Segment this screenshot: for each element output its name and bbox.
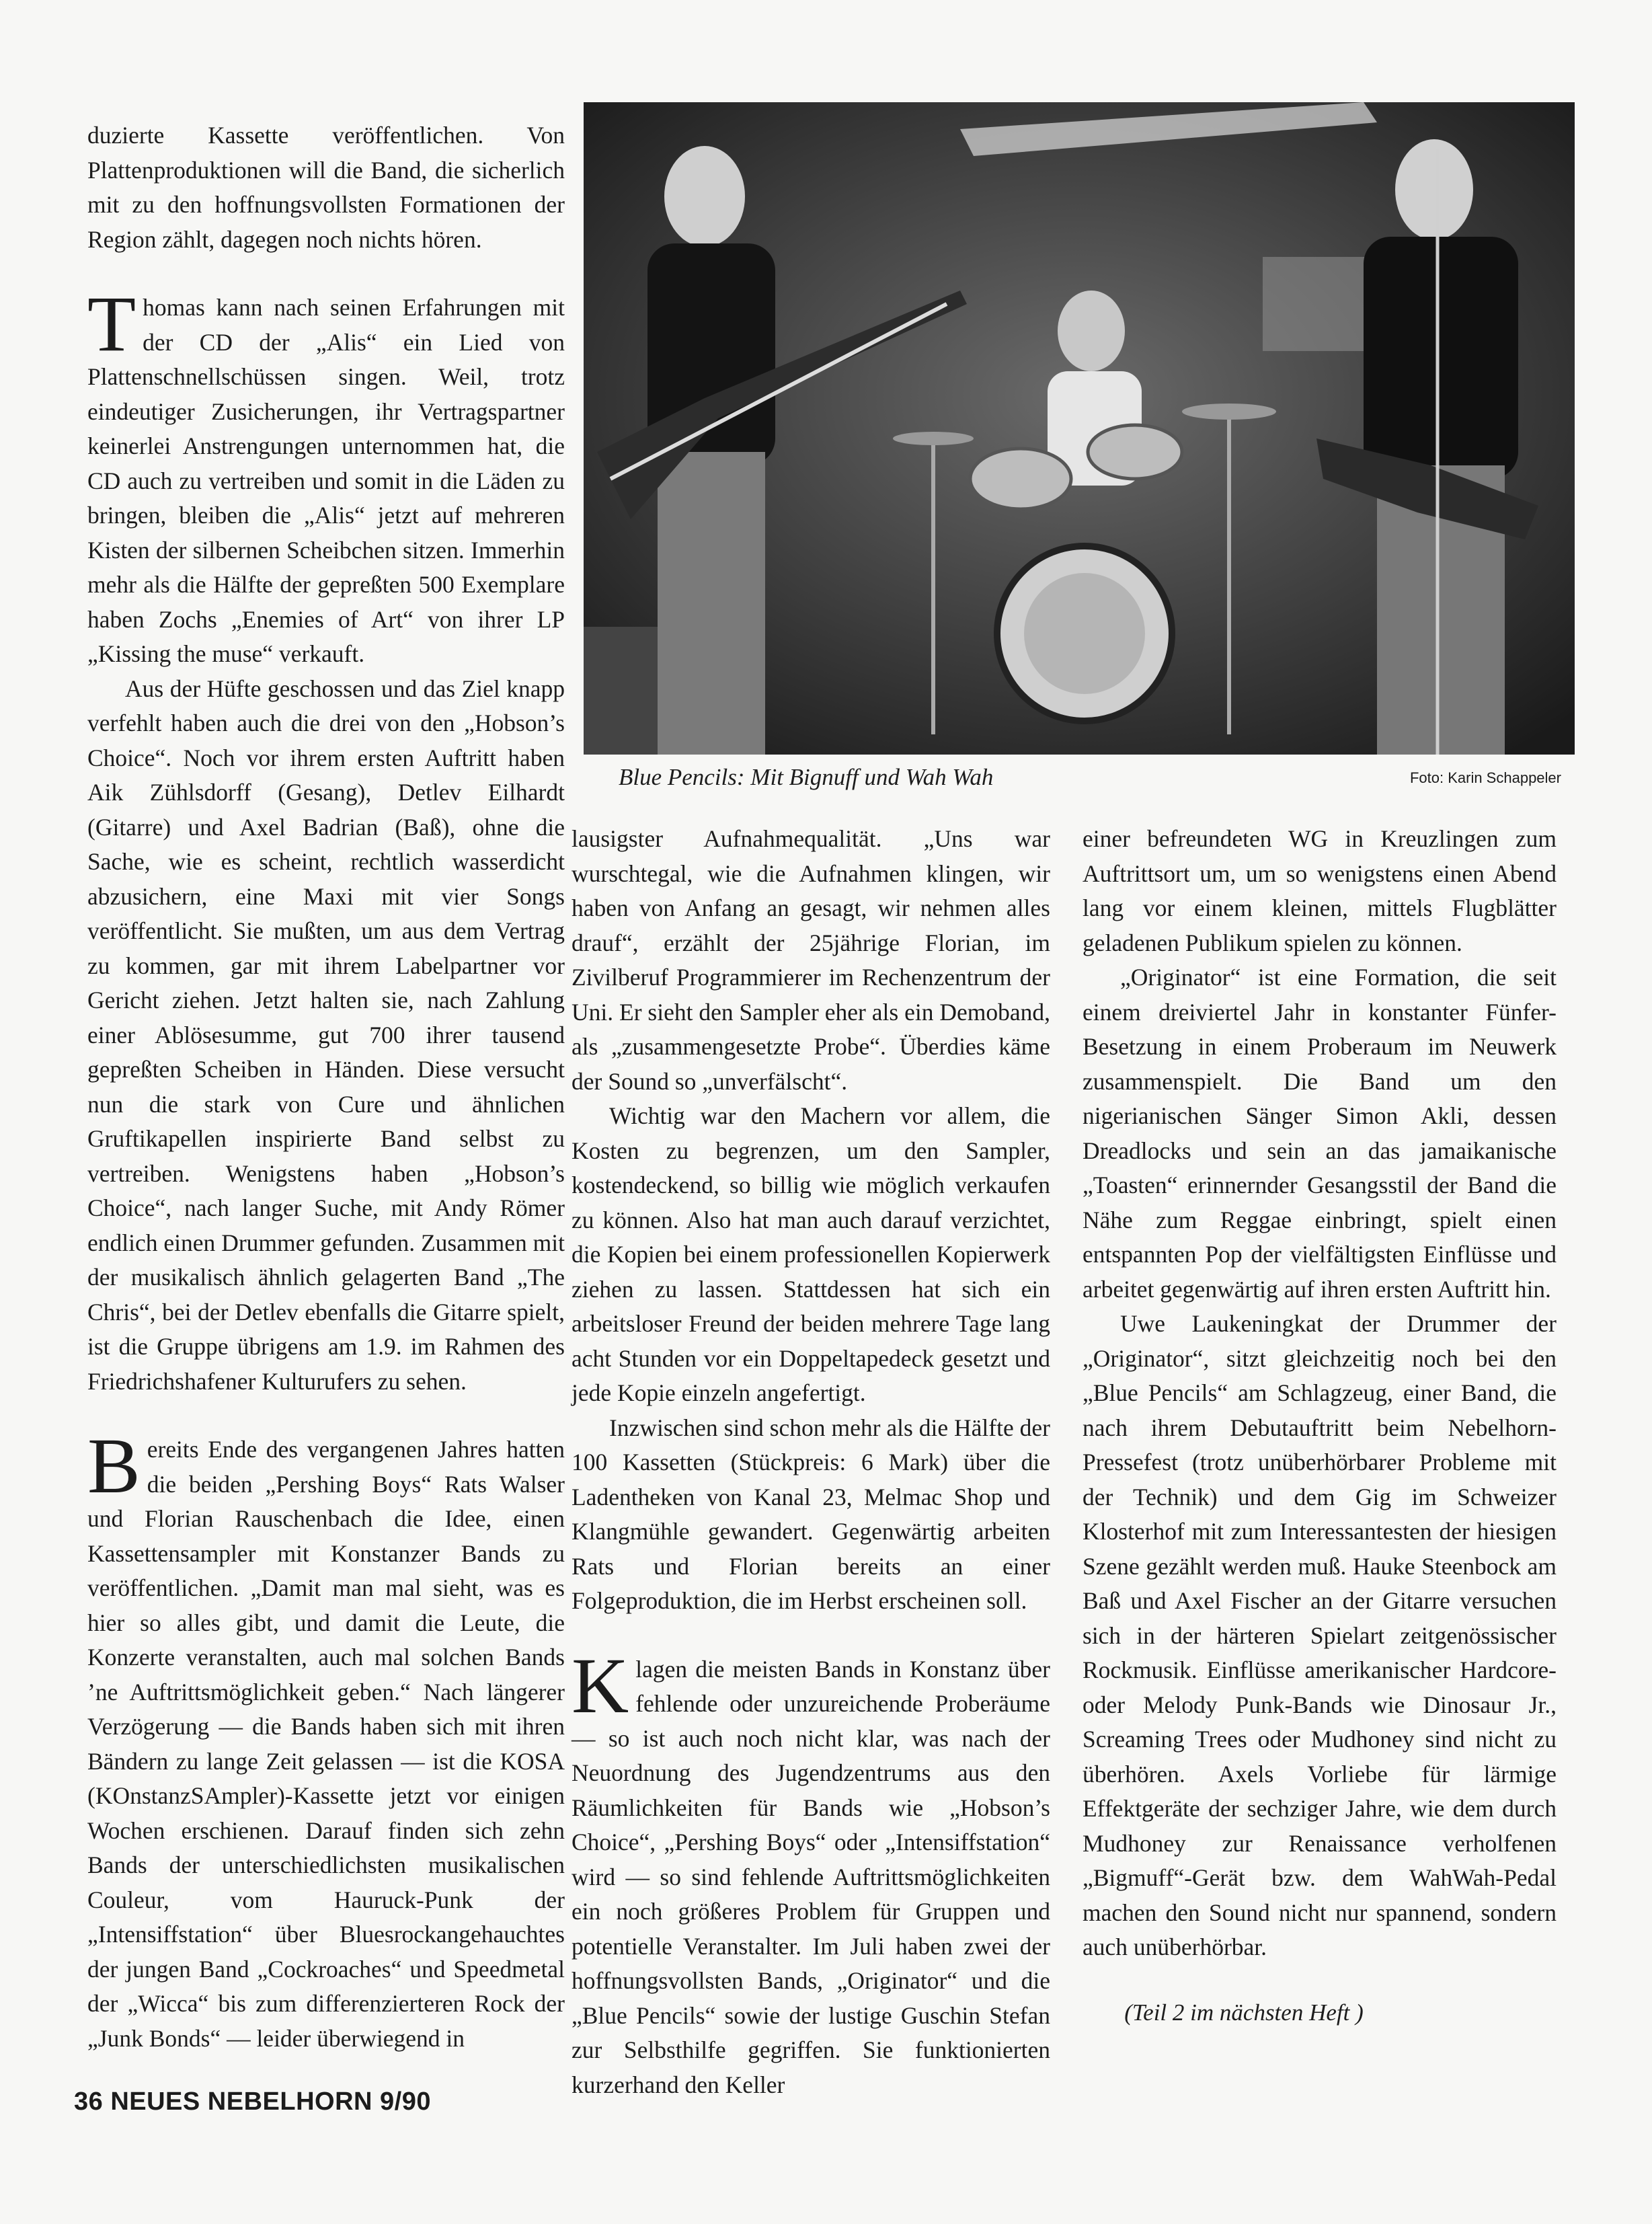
band-photo bbox=[584, 102, 1575, 755]
article-paragraph: einer befreundeten WG in Kreuzlingen zum Auftrittsort um, um so wenigstens einen Abend lang vor einem kleinen, mittels Flugblätter geladenen Publikum spielen zu können. bbox=[1083, 825, 1557, 956]
paragraph-text: homas kann nach seinen Erfahrungen mit der CD der „Alis“ ein Lied von Plattenschnellschüssen singen. Weil, trotz eindeutiger Zusicherungen, ihr Vertragspartner keinerlei Anstrengungen unternommen hat, die CD auch zu vertreiben und somit in die Läden zu bringen, bleiben die „Alis“ jetzt auf mehreren Kisten der silbernen Scheibchen sitzen. Immerhin mehr als die Hälfte der gepreßten 500 Exemplare haben Zochs „Enemies of Art“ von ihrer LP „Kissing the muse“ verkauft. bbox=[87, 294, 565, 667]
paragraph-text: lagen die meisten Bands in Konstanz über fehlende oder unzureichende Proberäume — so ist auch noch nicht klar, was nach der Neuordnung des Jugendzentrums aus den Räumlichkeiten für Bands wie „Hobson’s Choice“, „Pershing Boys“ oder „Intensiffstation“ wird — so sind fehlende Auftrittsmöglichkeiten ein noch größeres Problem für Gruppen und potentielle Veranstalter. Im Juli haben zwei der hoffnungsvollsten Bands, „Originator“ und die „Blue Pencils“ sowie der lustige Guschin Stefan zur Selbsthilfe gegriffen. Sie funktionierten kurzerhand den Keller bbox=[572, 1655, 1050, 2098]
drop-cap: B bbox=[87, 1422, 141, 1510]
article-column-1 bbox=[87, 118, 565, 2056]
article-paragraph: lausigster Aufnahmequalität. „Uns war wurschtegal, wie die Aufnahmen klingen, wir haben von Anfang an gesagt, wir nehmen alles drauf“, erzählt der 25jährige Florian, im Zivilberuf Programmierer im Rechenzentrum der Uni. Er sieht den Sampler eher als ein Demoband, als „zusammengesetzte Probe“. Überdies käme der Sound so „unverfälscht“. bbox=[572, 825, 1050, 1095]
drop-cap: K bbox=[572, 1641, 629, 1730]
article-paragraph bbox=[572, 1641, 1050, 2103]
article-paragraph bbox=[87, 1422, 565, 2056]
article-paragraph: duzierte Kassette veröffentlichen. Von Plattenproduktionen will die Band, die sicherlich mit zu den hoffnungsvollsten Formationen der Region zählt, dagegen noch nichts hören. bbox=[87, 122, 565, 253]
drop-cap: T bbox=[87, 280, 136, 368]
paragraph-text: ereits Ende des vergangenen Jahres hatten die beiden „Pershing Boys“ Rats Walser und Florian Rauschenbach die Idee, einen Kassettensampler mit Konstanzer Bands zu veröffentlichen. „Damit man mal sieht, was es hier so alles gibt, und damit die Leute, die Konzerte veranstalten, auch mal solchen Bands ’ne Auftrittsmöglichkeit geben.“ Nach längerer Verzögerung — die Bands haben sich mit ihren Bändern zu lange Zeit gelassen — ist die KOSA (KOnstanzSAmpler)-Kassette jetzt vor einigen Wochen erschienen. Darauf finden sich zehn Bands der unterschiedlichsten musikalischen Couleur, vom Hauruck-Punk der „Intensiffstation“ über Bluesrockangehauchtes der jungen Band „Cockroaches“ und Speedmetal der „Wicca“ bis zum differenzierteren Rock der „Junk Bonds“ — leider überwiegend in bbox=[87, 1436, 565, 2052]
article-paragraph: Wichtig war den Machern vor allem, die Kosten zu begrenzen, um den Sampler, kostendeckend, so billig wie möglich verkaufen zu können. Also hat man auch darauf verzichtet, die Kopien bei einem professionellen Kopierwerk ziehen zu lassen. Stattdessen hat sich ein arbeitsloser Freund der beiden mehrere Tage lang acht Stunden vor ein Doppeltapedeck gesetzt und jede Kopie einzeln angefertigt. bbox=[572, 1102, 1050, 1406]
photo-credit: Foto: Karin Schappeler bbox=[1409, 769, 1561, 786]
band-photo-image bbox=[584, 102, 1575, 755]
continued-note: (Teil 2 im nächsten Heft ) bbox=[1124, 1999, 1364, 2026]
article-paragraph: „Originator“ ist eine Formation, die seit einem dreiviertel Jahr in konstanter Fünfer-Besetzung in einem Proberaum im Neuwerk zusammenspielt. Die Band um den nigerianischen Sänger Simon Akli, dessen Dreadlocks und sein an das jamaikanische „Toasten“ erinnernder Gesangsstil der Band die Nähe zum Reggae einbringt, spielt einen entspannten Pop der vielfältigsten Einflüsse und arbeitet gegenwärtig auf ihren ersten Auftritt hin. bbox=[1083, 964, 1557, 1303]
article-paragraph: Inzwischen sind schon mehr als die Hälfte der 100 Kassetten (Stückpreis: 6 Mark) über die Ladentheken von Kanal 23, Melmac Shop und Klangmühle gewandert. Gegenwärtig arbeiten Rats und Florian bereits an einer Folgeproduktion, die im Herbst erscheinen soll. bbox=[572, 1414, 1050, 1614]
article-paragraph: Aus der Hüfte geschossen und das Ziel knapp verfehlt haben auch die drei von den „Hobson’s Choice“. Noch vor ihrem ersten Auftritt haben Aik Zühlsdorff (Gesang), Detlev Eilhardt (Gitarre) und Axel Badrian (Baß), ohne die Sache, wie es scheint, rechtlich wasserdicht abzusichern, eine Maxi mit vier Songs veröffentlicht. Sie mußten, um aus dem Vertrag zu kommen, gar mit ihrem Labelpartner vor Gericht ziehen. Jetzt halten sie, nach Zahlung einer Ablösesumme, gut 700 ihrer tausend gepreßten Scheiben in Händen. Diese versucht nun die stark von Cure und ähnlichen Gruftikapellen inspirierte Band selbst zu vertreiben. Wenigstens haben „Hobson’s Choice“, nach langer Suche, mit Andy Römer endlich einen Drummer gefunden. Zusammen mit der musikalisch ähnlich gelagerten Band „The Chris“, bei der Detlev ebenfalls die Gitarre spielt, ist die Gruppe übrigens am 1.9. im Rahmen des Friedrichshafener Kulturufers zu sehen. bbox=[87, 675, 565, 1395]
article-column-3 bbox=[1083, 822, 1557, 1965]
article-paragraph: Uwe Laukeningkat der Drummer der „Originator“, sitzt gleichzeitig noch bei den „Blue Pencils“ am Schlagzeug, einer Band, die nach ihrem Debutauftritt beim Nebelhorn-Pressefest (trotz unüberhörbarer Probleme mit der Technik) und dem Gig im Schweizer Klosterhof mit zum Interessantesten der hiesigen Szene gezählt werden muß. Hauke Steenbock am Baß und Axel Fischer an der Gitarre versuchen sich in der härteren Spielart zeitgenössischer Rockmusik. Einflüsse amerikanischer Hardcore- oder Melody Punk-Bands wie Dinosaur Jr., Screaming Trees oder Mudhoney sind nicht zu überhören. Axels Vorliebe für lärmige Effektgeräte der sechziger Jahre, wie dem durch Mudhoney zur Renaissance verholfenen „Bigmuff“-Gerät bzw. dem WahWah-Pedal machen den Sound nicht nur spannend, sondern auch unüberhörbar. bbox=[1083, 1310, 1557, 1960]
article-paragraph bbox=[87, 280, 565, 672]
page-footer: 36 NEUES NEBELHORN 9/90 bbox=[74, 2087, 431, 2116]
article-column-2 bbox=[572, 822, 1050, 2102]
photo-caption: Blue Pencils: Mit Bignuff und Wah Wah bbox=[619, 764, 994, 790]
